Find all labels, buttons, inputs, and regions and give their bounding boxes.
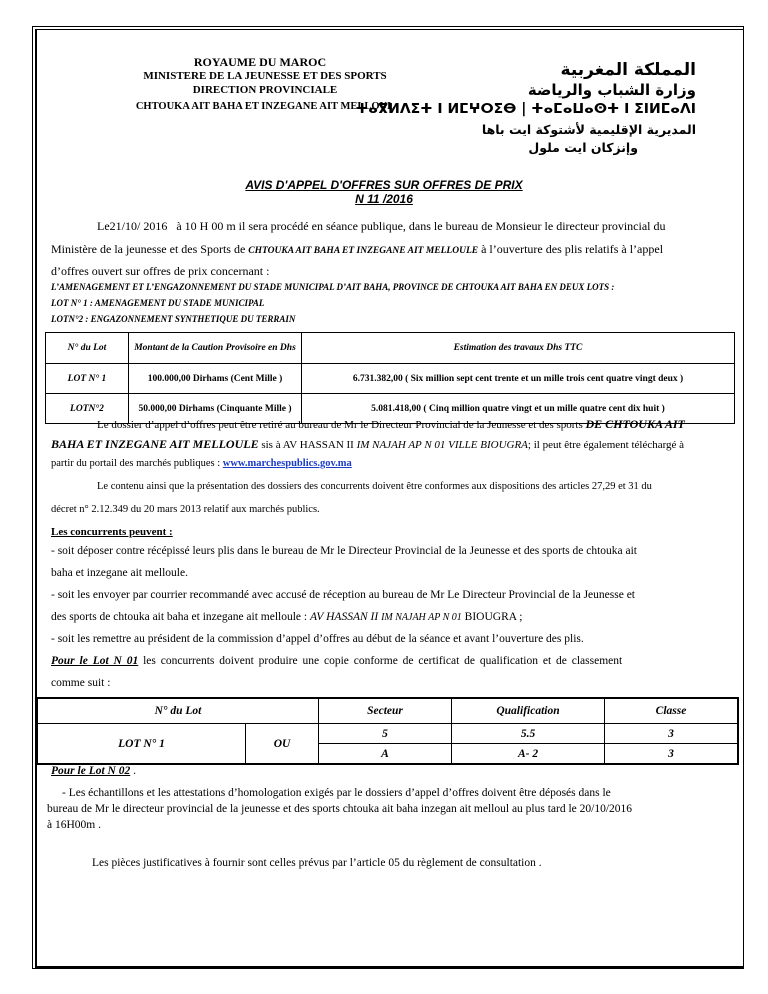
concurrents-text-2b: des sports de chtouka ait baha et inzegane ait melloule : [51,611,308,623]
table-row [37,724,738,744]
table-cell: 5.5 [452,724,605,744]
lot2-text-1: - Les échantillons et les attestations d’homologation exigés par le dossiers d’appel d’offres doivent être déposés dans le [62,787,611,799]
table-cell: 6.731.382,00 ( Six million sept cent trente et un mille trois cent quatre vingt deux ) [302,364,735,394]
intro-text-1: à 10 H 00 m il sera procédé en séance publique, dans le bureau de Monsieur le directeur provincial du [176,219,666,233]
table-cell: 3 [605,744,739,765]
marchespublics-link[interactable]: www.marchespublics.gov.ma [222,458,352,469]
concurrents-text-2d: IM NAJAH AP N 01 [381,612,462,623]
lot2-text-3: à 16H00m . [47,819,101,831]
concurrents-option-3: - soit les remettre au président de la commission d’appel d’offres au début de la séance et avant l’ouverture des plis. [51,633,584,645]
lot2-label: Pour le Lot N 02 [51,765,131,777]
header-cell: Estimation des travaux Dhs TTC [302,333,735,364]
lot1-requirement-2: comme suit : [51,677,111,689]
lots-table [45,332,735,424]
table-row [46,364,735,394]
notice-number: N 11 /2016 [355,192,413,206]
classification-table [36,697,739,765]
header-cell: Qualification [452,698,605,724]
concurrents-option-2a: - soit les envoyer par courrier recommandé avec accusé de réception au bureau de Mr Le Directeur Provincial de la Jeunesse et [51,589,635,601]
header-cell: Montant de la Caution Provisoire en Dhs [129,333,302,364]
table-cell: A [319,744,452,765]
lot1-label: Pour le Lot N 01 [51,655,139,667]
lot2-dot: . [133,765,136,777]
dossier-text-1a: Le dossier d’appel d’offres peut être retiré au bureau de Mr le Directeur Provincial de la Jeunesse et des sports [97,419,583,431]
object-line-2: LOT N° 1 : AMENAGEMENT DU STADE MUNICIPAL [51,298,265,308]
lot-cell: LOT N° 1 [37,724,246,765]
header-ar-kingdom: المملكة المغربية [560,60,696,80]
dossier-line-4: Le contenu ainsi que la présentation des dossiers des concurrents doivent être conformes aux dispositions des articles 27,29 et 31 du [97,481,652,492]
intro-line-1 [97,214,666,238]
intro-line-3: d’offres ouvert sur offres de prix concernant : [51,264,270,278]
concurrents-text-2c: AV HASSAN II [309,611,379,623]
lot1-requirement [51,655,622,667]
table-cell: 50.000,00 Dirhams (Cinquante Mille ) [129,394,302,424]
ou-cell: OU [246,724,319,765]
header-cell: Secteur [319,698,452,724]
dossier-text-2a: BAHA ET INZEGANE AIT MELLOULE [51,437,259,451]
dossier-line-5: décret n° 2.12.349 du 20 mars 2013 relatif aux marchés publics. [51,504,320,515]
header-ar-direction-2: وإنزكان ايت ملول [528,140,638,155]
opening-date: Le21/10/ 2016 [97,219,168,233]
intro-text-2a: Ministère de la jeunesse et des Sports de [51,242,246,256]
header-direction: DIRECTION PROVINCIALE [192,84,338,96]
dossier-text-2d: ; il peut être également téléchargé à [527,439,685,451]
header-kingdom: ROYAUME DU MAROC [193,55,327,69]
table-cell: 3 [605,724,739,744]
lot2-text-2: bureau de Mr le directeur provincial de la jeunesse et des sports chtouka ait baha inzegan ait melloul au plus tard le 20/10/2016 [47,803,633,815]
lot2-text-4: Les pièces justificatives à fournir sont celles prévus par l’article 05 du règlement de consultation . [92,857,542,869]
concurrents-option-1a: - soit déposer contre récépissé leurs plis dans le bureau de Mr le Directeur Provincial de la Jeunesse et des sports de chtouka ait [51,545,637,557]
table-cell: LOT N° 1 [46,364,129,394]
object-line-3: LOTN°2 : ENGAZONNEMENT SYNTHETIQUE DU TERRAIN [51,314,296,324]
table-cell: 100.000,00 Dirhams (Cent Mille ) [129,364,302,394]
header-cell: Classe [605,698,739,724]
header-ministry: MINISTERE DE LA JEUNESSE ET DES SPORTS [143,70,387,82]
lot1-text: les concurrents doivent produire une copie conforme de certificat de qualification et de classement [143,655,623,667]
table-cell: 5 [319,724,452,744]
dossier-text-1b: DE CHTOUKA AIT [585,417,685,431]
dossier-line-3 [51,458,352,469]
table-cell: A- 2 [452,744,605,765]
dossier-text-3a: partir du portail des marchés publiques : [51,458,221,469]
header-province: CHTOUKA AIT BAHA ET INZEGANE AIT MELLOUL [135,101,395,112]
intro-province-name: CHTOUKA AIT BAHA ET INZEGANE AIT MELLOULE [248,246,479,256]
concurrents-option-1b: baha et inzegane ait melloule. [51,567,188,579]
header-cell: N° du Lot [37,698,319,724]
concurrents-text-2e: BIOUGRA ; [464,611,523,623]
table-cell: 5.081.418,00 ( Cinq million quatre vingt et un mille quatre cent dix huit ) [302,394,735,424]
dossier-text-2b: sis à AV HASSAN II [261,439,354,451]
page-border-inner [35,29,744,968]
dossier-line-1 [97,417,685,432]
notice-title: AVIS D'APPEL D'OFFRES SUR OFFRES DE PRIX [245,178,523,192]
header-tifinagh: ⵜⴰⴳⵍⴷⵉⵜ ⵏ ⵍⵎⵖⵔⵉⴱ | ⵜⴰⵎⴰⵡⴰⵙⵜ ⵏ ⵉⵏⵍⵎⴰⴷⵏ [356,101,696,117]
classification-header [37,698,738,724]
header-ar-direction: المديرية الإقليمية لأشتوكة ايت باها [481,122,696,137]
header-ar-ministry: وزارة الشباب والرياضة [527,81,696,99]
dossier-line-2 [51,437,684,452]
dossier-text-2c: IM NAJAH AP N 01 VILLE BIOUGRA [356,439,528,451]
header-cell: N° du Lot [46,333,129,364]
intro-text-2c: à l’ouverture des plis relatifs à l’appel [481,242,664,256]
lot2-heading [51,765,136,777]
concurrents-heading: Les concurrents peuvent : [51,526,173,538]
lots-table-header [46,333,735,364]
table-cell: LOTN°2 [46,394,129,424]
object-line-1: L’AMENAGEMENT ET L’ENGAZONNEMENT DU STADE MUNICIPAL D’AIT BAHA, PROVINCE DE CHTOUKA AIT BAHA EN DEUX LOTS : [51,282,615,292]
concurrents-option-2b [51,611,523,623]
